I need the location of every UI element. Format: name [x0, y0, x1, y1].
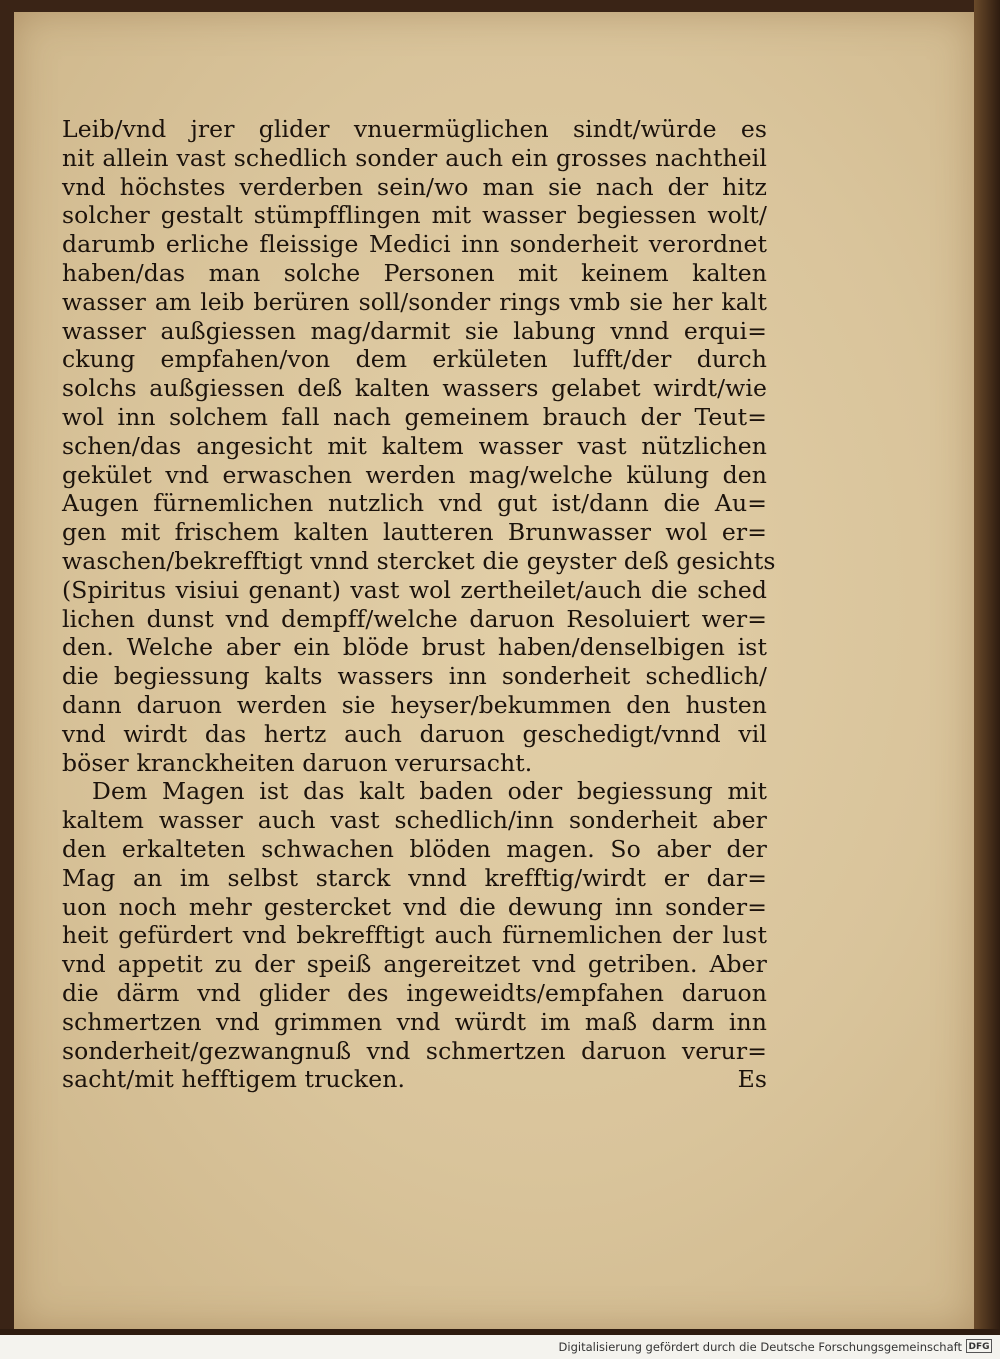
text-line: Leib/vnd jrer glider vnuermüglichen sindt/würde es — [62, 115, 767, 143]
text-line: solchs außgiessen deß kalten wassers gelabet wirdt/wie — [62, 374, 767, 403]
text-line: den. Welche aber ein blöde brust haben/denselbigen ist — [62, 633, 767, 662]
body-text — [62, 115, 776, 1094]
text-line: den erkalteten schwachen blöden magen. So aber der — [62, 834, 767, 863]
text-line: (Spiritus visiui genant) vast wol zertheilet/auch die sched — [62, 575, 767, 604]
catchword: Es — [737, 1065, 767, 1094]
text-line: solcher gestalt stümpfflingen mit wasser begiessen wolt/ — [62, 201, 767, 230]
text-line: Mag an im selbst starck vnnd krefftig/wirdt er dar= — [62, 863, 767, 892]
text-line: wol inn solchem fall nach gemeinem brauch der Teut= — [62, 402, 767, 431]
book-edge — [974, 0, 1000, 1335]
text-line: Dem Magen ist das kalt baden oder begiessung mit — [92, 777, 767, 806]
text-line: die därm vnd glider des ingeweidts/empfahen daruon — [62, 978, 767, 1007]
text-line: uon noch mehr gestercket vnd die dewung inn sonder= — [62, 892, 767, 921]
text-line: lichen dunst vnd dempff/welche daruon Resoluiert wer= — [62, 604, 767, 633]
footer-bar — [0, 1335, 1000, 1359]
text-line: dann daruon werden sie heyser/bekummen den husten — [62, 690, 767, 719]
text-line: vnd appetit zu der speiß angereitzet vnd getriben. Aber — [62, 950, 767, 979]
text-line: schen/das angesicht mit kaltem wasser vast nützlichen — [62, 431, 767, 460]
funding-credit: Digitalisierung gefördert durch die Deutsche Forschungsgemeinschaft — [558, 1340, 962, 1354]
text-line: waschen/bekrefftigt vnnd stercket die geyster deß gesichts — [62, 546, 776, 575]
text-line: Augen fürnemlichen nutzlich vnd gut ist/dann die Au= — [62, 489, 767, 518]
text-line: ckung empfahen/von dem erkületen lufft/der durch — [62, 345, 767, 374]
text-line: gen mit frischem kalten lautteren Brunwasser wol er= — [62, 518, 767, 547]
text-line: nit allein vast schedlich sonder auch ein grosses nachtheil — [62, 143, 767, 172]
text-line: wasser außgiessen mag/darmit sie labung vnnd erqui= — [62, 316, 767, 345]
text-line: wasser am leib berüren soll/sonder rings vmb sie her kalt — [62, 287, 767, 316]
text-line: die begiessung kalts wassers inn sonderheit schedlich/ — [62, 662, 767, 691]
text-line: haben/das man solche Personen mit keinem kalten — [62, 258, 767, 287]
text-line: sonderheit/gezwangnuß vnd schmertzen daruon verur= — [62, 1036, 767, 1065]
text-line: schmertzen vnd grimmen vnd würdt im maß darm inn — [62, 1007, 767, 1036]
last-text-line — [62, 1065, 767, 1094]
text-line: sacht/mit hefftigem trucken. — [62, 1065, 406, 1094]
text-line: kaltem wasser auch vast schedlich/inn sonderheit aber — [62, 806, 767, 835]
text-line: heit gefürdert vnd bekrefftigt auch fürnemlichen der lust — [62, 921, 767, 950]
dfg-logo: DFG — [966, 1339, 992, 1353]
text-line: gekület vnd erwaschen werden mag/welche külung den — [62, 460, 767, 489]
text-line: vnd wirdt das hertz auch daruon geschedigt/vnnd vil — [62, 719, 767, 748]
text-line: vnd höchstes verderben sein/wo man sie nach der hitz — [62, 172, 767, 201]
text-line: darumb erliche fleissige Medici inn sonderheit verordnet — [62, 230, 767, 259]
text-line: böser kranckheiten daruon verursacht. — [62, 748, 533, 777]
